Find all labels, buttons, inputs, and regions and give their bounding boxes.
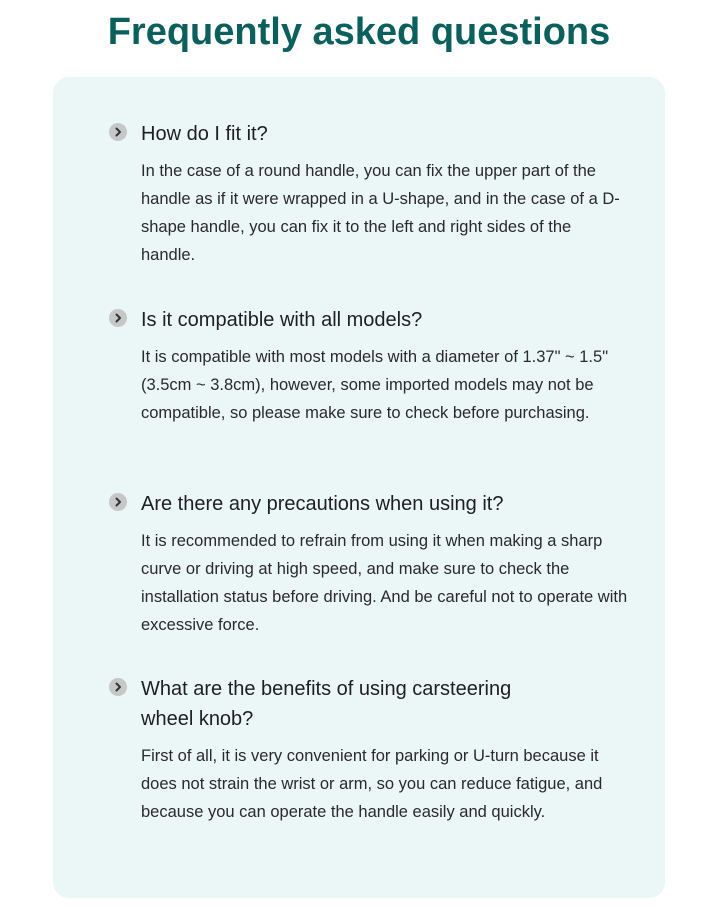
faq-panel [53, 77, 665, 898]
chevron-right-icon[interactable] [109, 123, 127, 141]
faq-answer: First of all, it is very convenient for parking or U-turn because it does not strain the wrist or arm, so you can reduce fatigue, and because you can operate the handle easily and quickly. [141, 747, 603, 821]
faq-question[interactable]: How do I fit it? [141, 123, 268, 145]
faq-question-row[interactable] [109, 119, 629, 149]
faq-question[interactable]: Are there any precautions when using it? [141, 493, 504, 515]
chevron-right-icon[interactable] [109, 678, 127, 696]
faq-question-row[interactable] [109, 489, 629, 519]
faq-question-row[interactable] [109, 674, 561, 734]
faq-answer: In the case of a round handle, you can fix the upper part of the handle as if it were wrapped in a U-shape, and in the case of a D-shape handle, you can fix it to the left and right sides of the handle. [141, 162, 620, 264]
page-title: Frequently asked questions [107, 11, 611, 53]
faq-answer: It is recommended to refrain from using it when making a sharp curve or driving at high speed, and make sure to check the installation status before driving. And be careful not to operate with excessive force. [141, 532, 628, 634]
faq-item-precautions [109, 489, 629, 639]
faq-question[interactable]: Is it compatible with all models? [141, 309, 423, 331]
faq-item-benefits [109, 674, 629, 826]
faq-question-row[interactable] [109, 305, 629, 335]
chevron-right-icon[interactable] [109, 309, 127, 327]
faq-item-compatibility [109, 305, 629, 427]
chevron-right-icon[interactable] [109, 493, 127, 511]
faq-item-fitting [109, 119, 629, 269]
faq-question[interactable]: What are the benefits of using carsteering wheel knob? [141, 678, 512, 730]
faq-answer: It is compatible with most models with a diameter of 1.37" ~ 1.5" (3.5cm ~ 3.8cm), however, some imported models may not be compatible, so please make sure to check before purchasing. [141, 348, 609, 422]
